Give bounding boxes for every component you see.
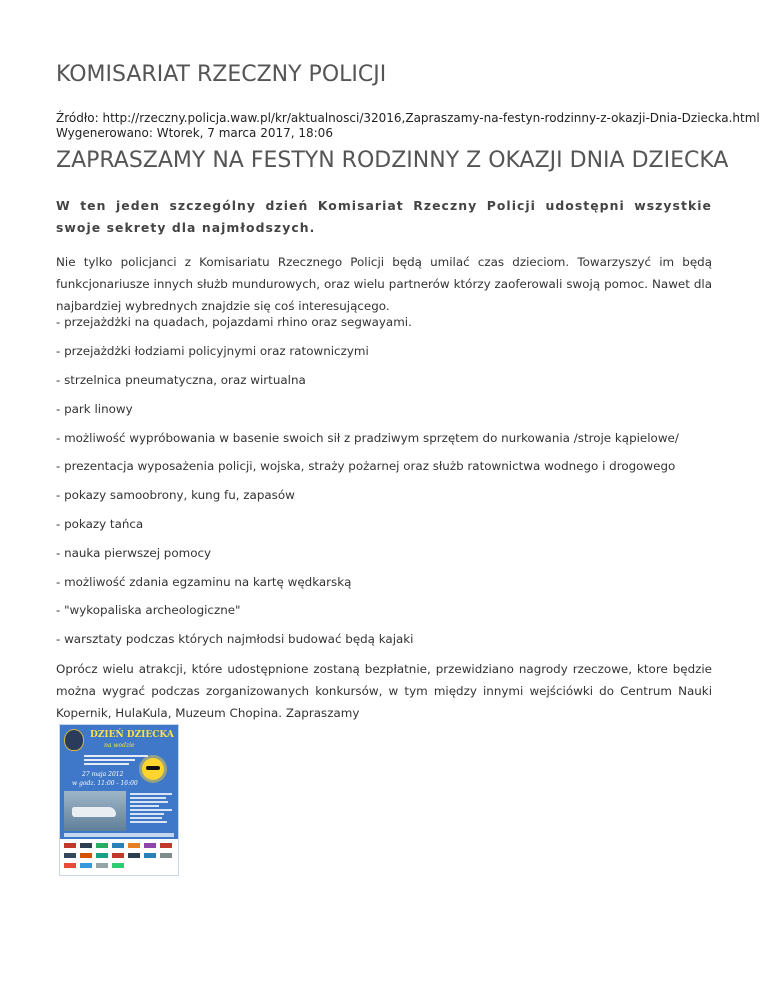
attraction-item: - przejażdżki na quadach, pojazdami rhino oraz segwayami. <box>56 315 412 329</box>
attraction-item: - park linowy <box>56 402 133 416</box>
poster-subtitle: na wodzie <box>104 742 135 749</box>
site-title: KOMISARIAT RZECZNY POLICJI <box>56 62 387 87</box>
attraction-item: - pokazy tańca <box>56 517 144 531</box>
sponsor-logos <box>60 839 178 875</box>
article-closing: Oprócz wielu atrakcji, które udostępnione zostaną bezpłatnie, przewidziano nagrody rzeczowe, ktore będzie można wygrać podczas zorganizowanych konkursów, w tym między innymi wejściówki do Centrum Nauki Kopernik, HulaKula, Muzeum Chopina. Zapraszamy <box>56 662 712 720</box>
article-title: ZAPRASZAMY NA FESTYN RODZINNY Z OKAZJI DNIA DZIECKA <box>56 148 729 173</box>
poster-title: DZIEŃ DZIECKA <box>90 730 174 740</box>
attraction-item: - prezentacja wyposażenia policji, wojska, straży pożarnej oraz służb ratownictwa wodnego i drogowego <box>56 459 676 473</box>
article-lead: W ten jeden szczególny dzień Komisariat Rzeczny Policji udostępni wszystkie swoje sekrety dla najmłodszych. <box>56 198 712 235</box>
attraction-item: - nauka pierwszej pomocy <box>56 546 212 560</box>
attraction-item: - możliwość zdania egzaminu na kartę wędkarską <box>56 575 352 589</box>
event-poster-image <box>59 724 179 876</box>
poster-footer-band <box>64 833 174 837</box>
article-intro: Nie tylko policjanci z Komisariatu Rzecznego Policji będą umilać czas dzieciom. Towarzyszyć im będą funkcjonariusze innych służb mundurowych, oraz wielu partnerów którzy zaoferowali swoją pomoc. Nawet dla najbardziej wybrednych znajdzie się coś interesującego. <box>56 255 712 313</box>
poster-text-lines <box>84 753 148 767</box>
document-meta <box>56 111 760 141</box>
attraction-item: - możliwość wypróbowania w basenie swoich sił z pradziwym sprzętem do nurkowania /stroje kąpielowe/ <box>56 431 679 445</box>
sunglasses-icon <box>146 766 160 770</box>
attraction-item: - pokazy samoobrony, kung fu, zapasów <box>56 488 295 502</box>
generated-line: Wygenerowano: Wtorek, 7 marca 2017, 18:06 <box>56 126 333 140</box>
poster-attraction-list <box>130 791 172 825</box>
poster-date: 27 maja 2012 <box>82 771 124 778</box>
boat-icon <box>72 807 116 817</box>
attraction-item: - przejażdżki łodziami policyjnymi oraz ratowniczymi <box>56 344 369 358</box>
attraction-item: - warsztaty podczas których najmłodsi budować będą kajaki <box>56 632 414 646</box>
police-badge-icon <box>64 729 84 751</box>
source-line: Źródło: http://rzeczny.policja.waw.pl/kr/aktualnosci/32016,Zapraszamy-na-festyn-rodzinny-z-okazji-Dnia-Dziecka.html <box>56 111 760 125</box>
attraction-item: - "wykopaliska archeologiczne" <box>56 603 241 617</box>
attraction-item: - strzelnica pneumatyczna, oraz wirtualna <box>56 373 306 387</box>
poster-time: w godz. 11:00 - 16:00 <box>72 780 138 787</box>
